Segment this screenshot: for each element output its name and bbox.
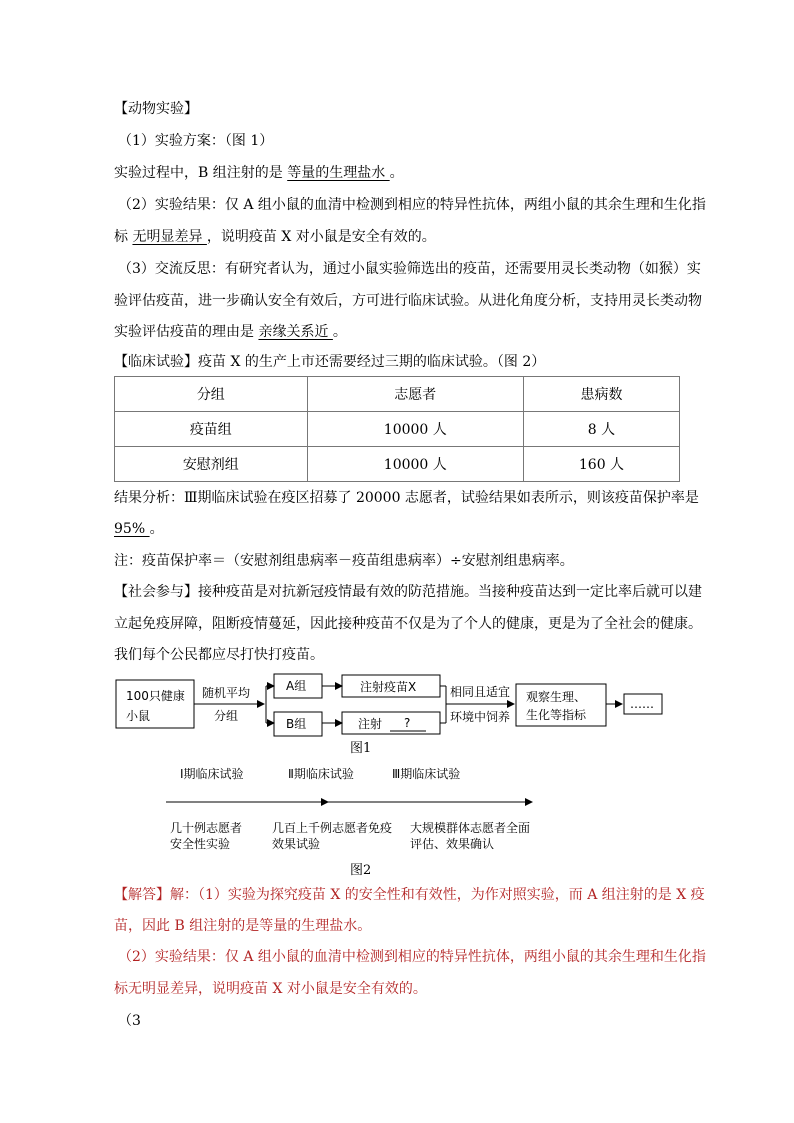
q3-line3: 实验评估疫苗的理由是 亲缘关系近 。 — [114, 324, 347, 340]
q3-line1: （3）交流反思：有研究者认为，通过小鼠实验筛选出的疫苗，还需要用灵长类动物（如猴）实 — [118, 261, 701, 277]
analysis-line1: 结果分析：Ⅲ期临床试验在疫区招募了 20000 志愿者，试验结果如表所示，则该疫苗保护率是 — [114, 490, 699, 506]
table-cell: 10000 人 — [307, 412, 523, 447]
protection-rate-note: 注：疫苗保护率＝（安慰剂组患病率－疫苗组患病率）÷安慰剂组患病率。 — [114, 553, 574, 569]
q3-line2: 验评估疫苗，进一步确认安全有效后，方可进行临床试验。从进化角度分析，支持用灵长类动物 — [114, 293, 702, 309]
social-line1: 【社会参与】接种疫苗是对抗新冠疫情最有效的防范措施。当接种疫苗达到一定比率后就可以建 — [114, 584, 702, 600]
table-row — [115, 447, 680, 482]
analysis-answer: 95% — [114, 521, 150, 537]
split-label-line1: 随机平均 — [202, 686, 251, 700]
figure-2-caption: 图2 — [350, 863, 372, 878]
q1-line: 实验过程中，B 组注射的是 等量的生理盐水 。 — [114, 165, 404, 181]
phase-1-desc-line1: 几十例志愿者 — [170, 821, 243, 835]
q2-answer: 无明显差异 — [132, 229, 207, 245]
split-label-line2: 分组 — [214, 709, 239, 723]
phase-2-label: Ⅱ期临床试验 — [288, 767, 354, 781]
table-cell: 8 人 — [523, 412, 679, 447]
social-line3: 我们每个公民都应尽打快打疫苗。 — [114, 647, 324, 663]
answer-p1-line2: 苗，因此 B 组注射的是等量的生理盐水。 — [114, 918, 372, 934]
q1-plan: （1）实验方案：（图 1） — [118, 133, 274, 149]
phase-2-desc-line2: 效果试验 — [272, 837, 321, 851]
phase-1-desc-line2: 安全性实验 — [170, 837, 231, 851]
heading-clinical: 【临床试验】 — [114, 354, 198, 370]
q3-answer: 亲缘关系近 — [258, 324, 333, 340]
group-b-label: B组 — [286, 717, 307, 731]
table-header-cell: 患病数 — [523, 377, 679, 412]
social-line2: 立起免疫屏障，阻断疫情蔓延，因此接种疫苗不仅是为了个人的健康，更是为了全社会的健康。 — [114, 616, 702, 632]
table-header-row — [115, 377, 680, 412]
clinical-results-table — [114, 376, 680, 482]
heading-social: 【社会参与】 — [114, 584, 198, 600]
phase-3-desc-line1: 大规模群体志愿者全面 — [410, 821, 531, 835]
env-label-line1: 相同且适宜 — [450, 685, 511, 699]
env-label-line2: 环境中饲养 — [450, 710, 511, 724]
clinical-intro: 【临床试验】疫苗 X 的生产上市还需要经过三期的临床试验。（图 2） — [114, 354, 546, 370]
figure-1-caption: 图1 — [350, 741, 372, 756]
table-header-cell: 志愿者 — [307, 377, 523, 412]
observe-label-line1: 观察生理、 — [526, 690, 587, 704]
table-cell: 160 人 — [523, 447, 679, 482]
answer-p1-line1: 【解答】解：（1）实验为探究疫苗 X 的安全性和有效性，为作对照实验，而 A 组注射的是 X 疫 — [114, 887, 705, 903]
figure-2-timeline — [160, 762, 550, 882]
table-cell: 疫苗组 — [115, 412, 308, 447]
answer-p3-start: （3 — [118, 1013, 141, 1029]
answer-p2-line1: （2）实验结果：仅 A 组小鼠的血清中检测到相应的特异性抗体，两组小鼠的其余生理和生化指 — [118, 949, 706, 965]
table-cell: 10000 人 — [307, 447, 523, 482]
answer-label: 【解答】 — [114, 887, 170, 903]
group-a-label: A组 — [286, 679, 307, 693]
inject-a-label: 注射疫苗X — [360, 680, 417, 694]
observe-label-line2: 生化等指标 — [526, 708, 587, 722]
q2-line1: （2）实验结果：仅 A 组小鼠的血清中检测到相应的特异性抗体，两组小鼠的其余生理和生化指 — [118, 197, 706, 213]
phase-1-label: Ⅰ期临床试验 — [180, 767, 244, 781]
q1-answer: 等量的生理盐水 — [287, 165, 390, 181]
answer-p2-line2: 标无明显差异，说明疫苗 X 对小鼠是安全有效的。 — [114, 981, 427, 997]
phase-3-desc-line2: 评估、效果确认 — [410, 837, 495, 851]
start-label-line1: 100只健康 — [126, 689, 185, 703]
heading-animal-experiment: 【动物实验】 — [114, 101, 198, 117]
inject-b-blank: ? — [404, 716, 411, 730]
figure-1-flowchart — [114, 670, 674, 758]
phase-3-label: Ⅲ期临床试验 — [392, 767, 461, 781]
q2-line2: 标 无明显差异 ，说明疫苗 X 对小鼠是安全有效的。 — [114, 229, 436, 245]
phase-2-desc-line1: 几百上千例志愿者免疫 — [272, 821, 393, 835]
table-cell: 安慰剂组 — [115, 447, 308, 482]
ellipsis-label: …… — [630, 697, 654, 711]
table-row — [115, 412, 680, 447]
start-label-line2: 小鼠 — [126, 709, 151, 723]
analysis-line2: 95% 。 — [114, 521, 164, 537]
inject-b-label: 注射 — [358, 717, 383, 731]
table-header-cell: 分组 — [115, 377, 308, 412]
